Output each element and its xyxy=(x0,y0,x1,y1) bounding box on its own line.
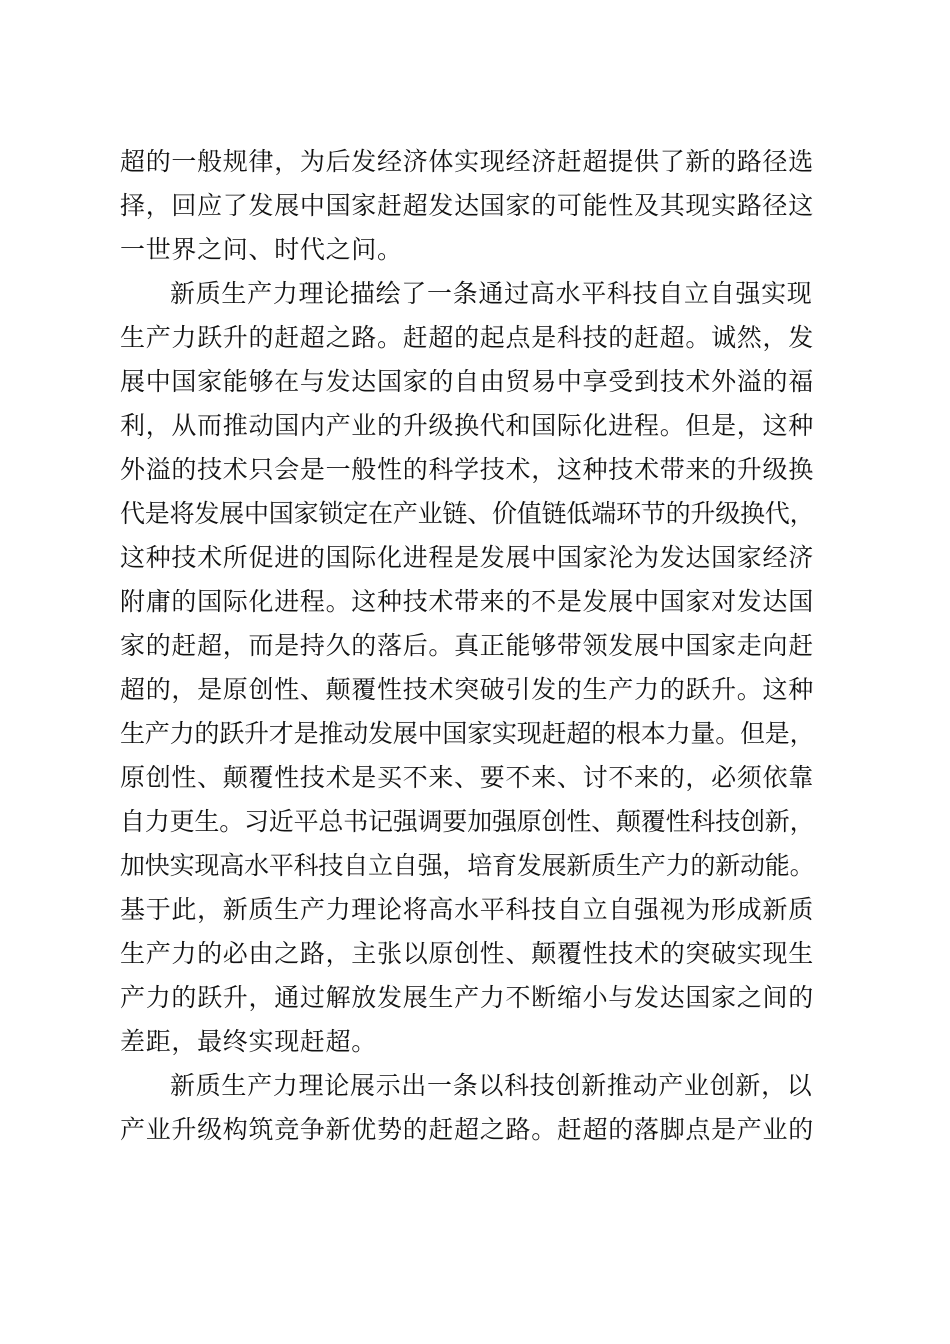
text-line-23: 产业升级构筑竞争新优势的赶超之路。赶超的落脚点是产业的 xyxy=(120,1115,814,1144)
text-line-5: 生产力跃升的赶超之路。赶超的起点是科技的赶超。诚然，发 xyxy=(120,323,814,352)
text-line-16: 自力更生。习近平总书记强调要加强原创性、颠覆性科技创新， xyxy=(120,807,815,836)
text-line-10: 这种技术所促进的国际化进程是发展中国家沦为发达国家经济 xyxy=(120,543,814,572)
paragraph-3-first-line: 新质生产力理论展示出一条以科技创新推动产业创新，以 xyxy=(170,1071,813,1100)
text-line-15: 原创性、颠覆性技术是买不来、要不来、讨不来的，必须依靠 xyxy=(120,763,814,792)
text-line-17: 加快实现高水平科技自立自强，培育发展新质生产力的新动能。 xyxy=(120,851,815,880)
text-line-8: 外溢的技术只会是一般性的科学技术，这种技术带来的升级换 xyxy=(120,455,814,484)
text-line-6: 展中国家能够在与发达国家的自由贸易中享受到技术外溢的福 xyxy=(120,367,814,396)
text-line-13: 超的，是原创性、颠覆性技术突破引发的生产力的跃升。这种 xyxy=(120,675,814,704)
text-line-2: 择，回应了发展中国家赶超发达国家的可能性及其现实路径这 xyxy=(120,191,814,220)
text-line-11: 附庸的国际化进程。这种技术带来的不是发展中国家对发达国 xyxy=(120,587,814,616)
paragraph-2-first-line: 新质生产力理论描绘了一条通过高水平科技自立自强实现 xyxy=(170,279,813,308)
body-text xyxy=(120,140,840,1152)
text-line-1: 超的一般规律，为后发经济体实现经济赶超提供了新的路径选 xyxy=(120,147,814,176)
text-line-14: 生产力的跃升才是推动发展中国家实现赶超的根本力量。但是， xyxy=(120,719,815,748)
text-line-21: 差距，最终实现赶超。 xyxy=(120,1027,378,1056)
text-line-19: 生产力的必由之路，主张以原创性、颠覆性技术的突破实现生 xyxy=(120,939,814,968)
text-line-12: 家的赶超，而是持久的落后。真正能够带领发展中国家走向赶 xyxy=(120,631,814,660)
text-line-20: 产力的跃升，通过解放发展生产力不断缩小与发达国家之间的 xyxy=(120,983,814,1012)
text-line-7: 利，从而推动国内产业的升级换代和国际化进程。但是，这种 xyxy=(120,411,814,440)
text-line-18: 基于此，新质生产力理论将高水平科技自立自强视为形成新质 xyxy=(120,895,814,924)
text-line-9: 代是将发展中国家锁定在产业链、价值链低端环节的升级换代， xyxy=(120,499,815,528)
text-line-3: 一世界之问、时代之问。 xyxy=(120,235,403,264)
